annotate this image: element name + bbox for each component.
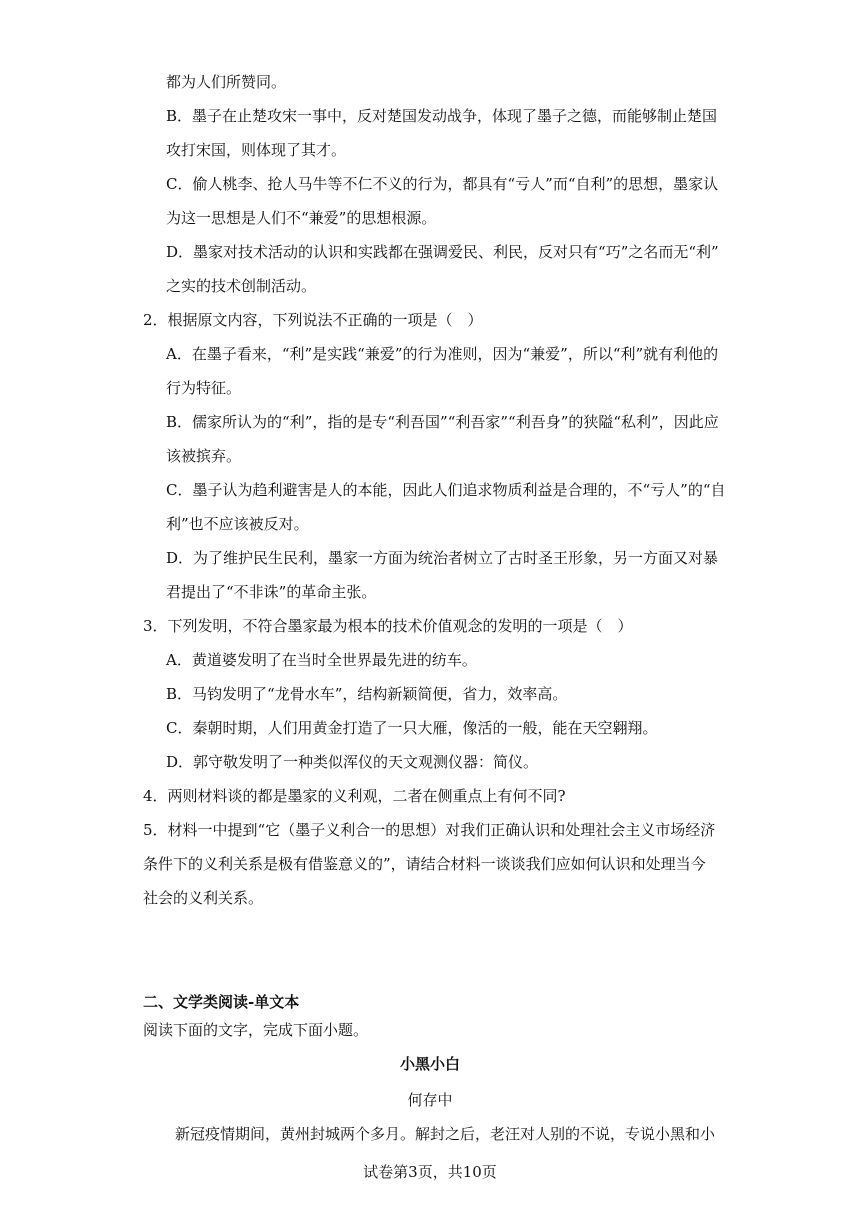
story-title: 小黑小白 (399, 1055, 460, 1073)
option-a: A．黄道婆发明了在当时全世界最先进的纺车。 (166, 651, 477, 669)
story-paragraph: 新冠疫情期间，黄州封城两个多月。解封之后，老汪对人别的不说，专说小黑和小 (175, 1125, 716, 1143)
text-line: 条件下的义利关系是极有借鉴意义的”，请结合材料一谈谈我们应如何认识和处理当今 (143, 855, 706, 873)
question-5: 5．材料一中提到“它（墨子义利合一的思想）对我们正确认识和处理社会主义市场经济 (143, 821, 716, 839)
option-b: B．马钧发明了“龙骨水车”，结构新颖简便，省力，效率高。 (166, 685, 568, 703)
option-c: C．偷人桃李、抢人马牛等不仁不义的行为，都具有“亏人”而“自利”的思想，墨家认 (166, 175, 719, 193)
text-line: 该被摈弃。 (166, 447, 242, 465)
question-4: 4．两则材料谈的都是墨家的义利观，二者在侧重点上有何不同? (143, 787, 566, 805)
question-3: 3．下列发明，不符合墨家最为根本的技术价值观念的发明的一项是（ ） (143, 617, 633, 635)
text-line: 攻打宋国，则体现了其才。 (166, 141, 347, 159)
section-heading: 二、文学类阅读-单文本 (143, 993, 300, 1011)
option-b: B．儒家所认为的“利”，指的是专“利吾国”“利吾家”“利吾身”的狭隘“私利”，因此应 (166, 413, 719, 431)
text-line: 为这一思想是人们不“兼爱”的思想根源。 (166, 209, 437, 227)
option-c: C．秦朝时期，人们用黄金打造了一只大雁，像活的一般，能在天空翱翔。 (166, 719, 658, 737)
option-b: B．墨子在止楚攻宋一事中，反对楚国发动战争，体现了墨子之德，而能够制止楚国 (166, 107, 718, 125)
option-d: D．郭守敬发明了一种类似浑仪的天文观测仪器：简仪。 (166, 753, 539, 771)
option-c: C．墨子认为趋利避害是人的本能，因此人们追求物质利益是合理的，不“亏人”的“自 (166, 481, 726, 499)
text-line: 行为特征。 (166, 379, 242, 397)
instructions: 阅读下面的文字，完成下面小题。 (143, 1021, 369, 1039)
text-line: 利”也不应该被反对。 (166, 515, 309, 533)
question-2: 2．根据原文内容，下列说法不正确的一项是（ ） (143, 311, 483, 329)
text-line: 社会的义利关系。 (143, 889, 264, 907)
story-author: 何存中 (407, 1091, 453, 1109)
text-line: 都为人们所赞同。 (166, 73, 287, 91)
option-d: D．墨家对技术活动的认识和实践都在强调爱民、利民，反对只有“巧”之名而无“利” (166, 243, 719, 261)
option-d: D．为了维护民生民利，墨家一方面为统治者树立了古时圣王形象，另一方面又对暴 (166, 549, 719, 567)
text-line: 君提出了“不非诛”的革命主张。 (166, 583, 377, 601)
page-footer: 试卷第3页，共10页 (363, 1163, 497, 1181)
option-a: A．在墨子看来，“利”是实践“兼爱”的行为准则，因为“兼爱”，所以“利”就有利他的 (166, 345, 719, 363)
text-line: 之实的技术创制活动。 (166, 277, 317, 295)
